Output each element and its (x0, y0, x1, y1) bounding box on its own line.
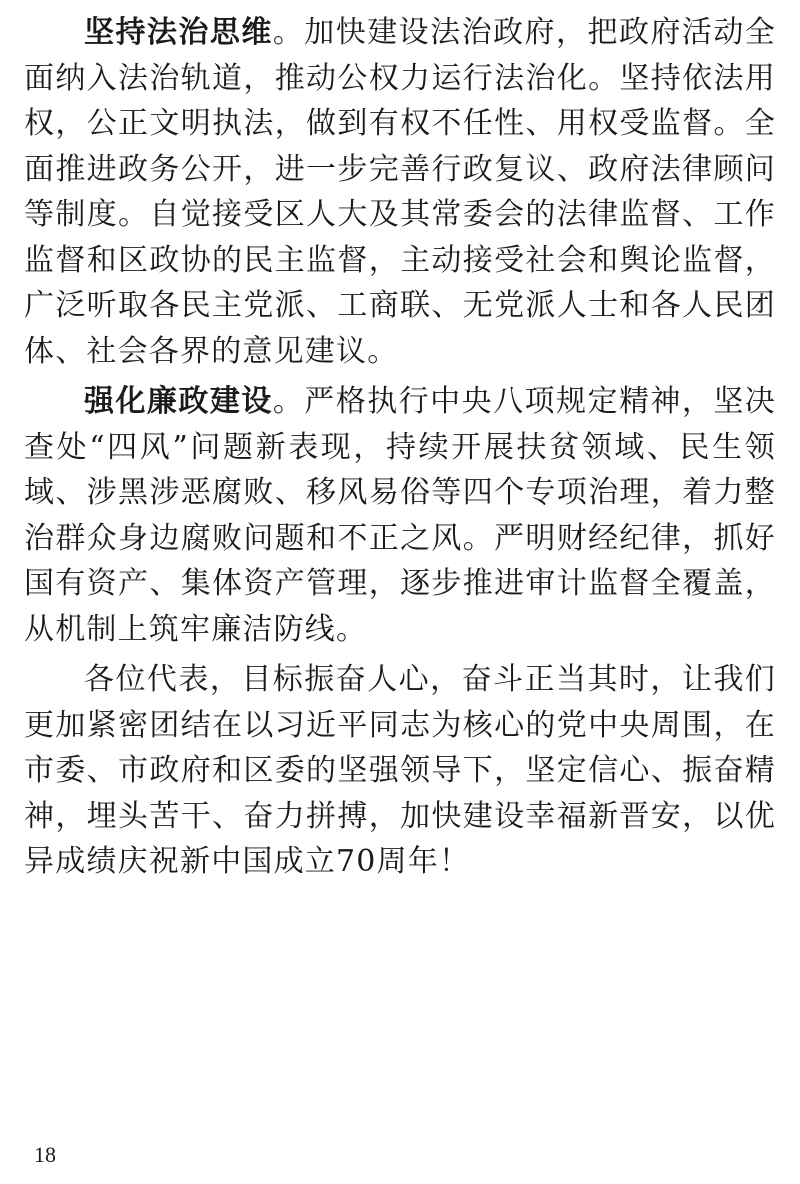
paragraph-heading: 强化廉政建设 (84, 384, 273, 419)
paragraph-closing (24, 657, 776, 885)
paragraph-text: 各位代表，目标振奋人心，奋斗正当其时，让我们更加紧密团结在以习近平同志为核心的党中央周围，在市委、市政府和区委的坚强领导下，坚定信心、振奋精神，埋头苦干、奋力拼搏，加快建设幸福新晋安，以优异成绩庆祝新中国成立70周年！ (24, 662, 776, 879)
paragraph-rule-of-law (24, 10, 776, 374)
paragraph-heading: 坚持法治思维 (84, 15, 273, 50)
paragraph-clean-governance (24, 379, 776, 652)
document-page (24, 10, 776, 890)
paragraph-text: 。加快建设法治政府，把政府活动全面纳入法治轨道，推动公权力运行法治化。坚持依法用权，公正文明执法，做到有权不任性、用权受监督。全面推进政务公开，进一步完善行政复议、政府法律顾问等制度。自觉接受区人大及其常委会的法律监督、工作监督和区政协的民主监督，主动接受社会和舆论监督，广泛听取各民主党派、工商联、无党派人士和各人民团体、社会各界的意见建议。 (24, 15, 777, 369)
page-number: 18 (34, 1142, 56, 1167)
paragraph-text: 。严格执行中央八项规定精神，坚决查处“四风”问题新表现，持续开展扶贫领域、民生领域、涉黑涉恶腐败、移风易俗等四个专项治理，着力整治群众身边腐败问题和不正之风。严明财经纪律，抓好国有资产、集体资产管理，逐步推进审计监督全覆盖，从机制上筑牢廉洁防线。 (24, 384, 777, 647)
